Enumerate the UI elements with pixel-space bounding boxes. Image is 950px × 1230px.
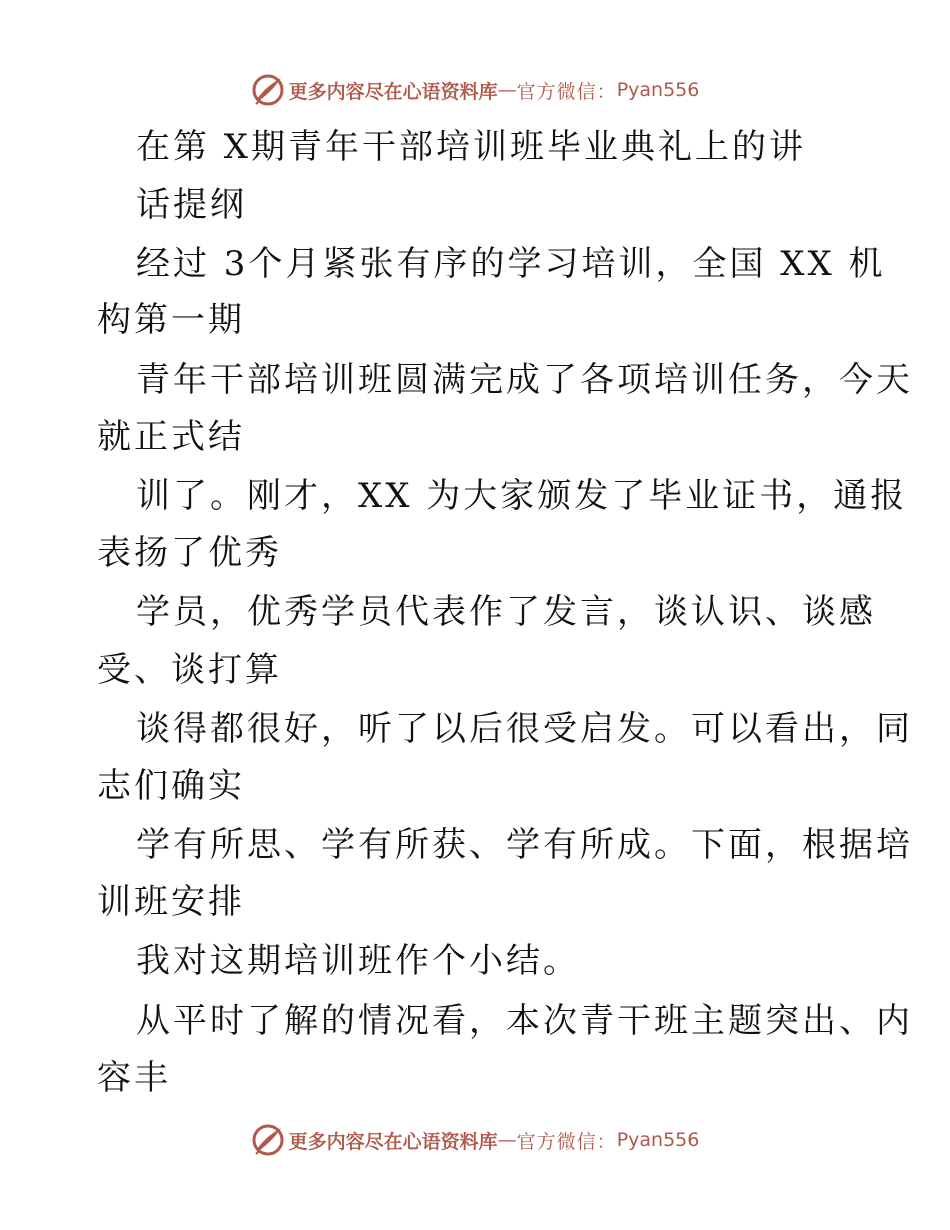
text-line: 我对这期培训班作个小结。 [136,941,580,981]
header-dash: — [497,79,517,101]
text-line: 就正式结 [97,417,245,457]
text-line: 容丰 [97,1058,171,1098]
text-line: 青年干部培训班圆满完成了各项培训任务，今天 [136,360,913,400]
footer-dash: — [497,1129,517,1151]
text-line: 训班安排 [97,882,245,922]
text-line: 学员，优秀学员代表作了发言，谈认识、谈感 [136,592,876,632]
text-line: 谈得都很好，听了以后很受启发。可以看出，同 [136,709,913,749]
footer-wechat-id: Pyan556 [616,1129,700,1151]
text-line: 在第 X期青年干部培训班毕业典礼上的讲 [136,127,807,167]
text-line: 训了。刚才，XX 为大家颁发了毕业证书，通报 [136,476,908,516]
text-line: 表扬了优秀 [97,533,282,573]
text-line: 志们确实 [97,766,245,806]
footer-site-text: 更多内容尽在心语资料库 [288,1130,498,1153]
footer-wechat-label: 官方微信： [516,1130,617,1153]
footer-banner [0,1120,950,1160]
header-site-text: 更多内容尽在心语资料库 [288,80,498,103]
text-line: 受、谈打算 [97,650,282,690]
text-line: 话提纲 [136,185,247,225]
quill-logo-icon [251,1123,285,1157]
quill-logo-icon [251,73,285,107]
text-line: 从平时了解的情况看，本次青干班主题突出、内 [136,1001,913,1041]
text-line: 学有所思、学有所获、学有所成。下面，根据培 [136,825,913,865]
header-wechat-id: Pyan556 [616,79,700,101]
text-line: 构第一期 [97,300,245,340]
header-wechat-label: 官方微信： [516,80,617,103]
text-line: 经过 3个月紧张有序的学习培训，全国 XX 机 [136,244,886,284]
header-banner [0,70,950,110]
